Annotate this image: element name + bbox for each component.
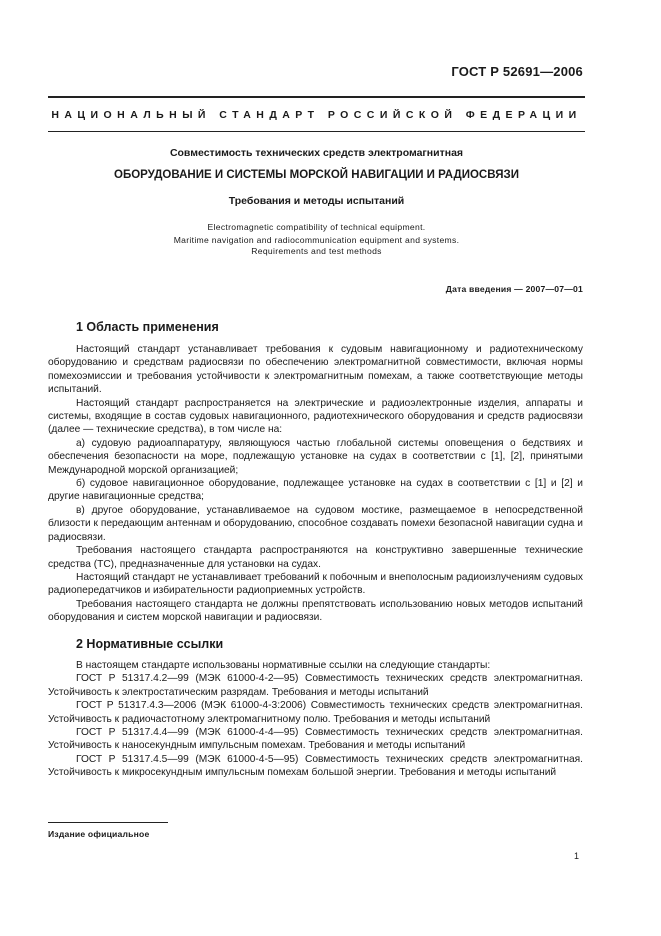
edition-label: Издание официальное	[48, 829, 150, 839]
national-standard-banner: НАЦИОНАЛЬНЫЙ СТАНДАРТ РОССИЙСКОЙ ФЕДЕРАЦИИ	[51, 109, 582, 121]
paragraph: в) другое оборудование, устанавливаемое на судовом мостике, размещаемое в непосредственной близости к передающим антеннам и оборудованию, способное создавать помехи безопасной навигации судна и радиосвязи.	[48, 504, 583, 543]
paragraph: а) судовую радиоаппаратуру, являющуюся частью глобальной системы оповещения о бедствиях и обеспечения безопасности на море, подлежащую установке на судах в соответствии с [1], [2], принятыми Международной морской организацией;	[48, 437, 583, 476]
english-title-line-3: Requirements and test methods	[251, 246, 382, 256]
title-line-1: Совместимость технических средств электромагнитная	[169, 147, 464, 159]
footer-rule	[48, 822, 168, 823]
title-line-3: Требования и методы испытаний	[228, 195, 405, 207]
paragraph: Настоящий стандарт устанавливает требования к судовым навигационному и радиотехническому оборудованию и средствам радиосвязи по обеспечению электромагнитной совместимости, включая нормы помехоэмиссии и требования устойчивости к электромагнитным помехам, а также соответствующие методы испытаний.	[48, 344, 583, 396]
section-2-body	[48, 659, 583, 780]
english-title-line-1: Electromagnetic compatibility of technical equipment.	[207, 222, 426, 232]
introduction-date: Дата введения — 2007—07—01	[445, 284, 583, 294]
section-1-heading: 1 Область применения	[76, 320, 219, 334]
document-code: ГОСТ Р 52691—2006	[451, 64, 583, 79]
page-number: 1	[573, 851, 579, 861]
paragraph: Требования настоящего стандарта распространяются на конструктивно завершенные технические средства (ТС), предназначенные для установки на судах.	[48, 545, 583, 570]
title-line-2: ОБОРУДОВАНИЕ И СИСТЕМЫ МОРСКОЙ НАВИГАЦИИ И РАДИОСВЯЗИ	[114, 169, 519, 181]
section-2-heading: 2 Нормативные ссылки	[76, 637, 224, 651]
reference-item: ГОСТ Р 51317.4.2—99 (МЭК 61000-4-2—95) Совместимость технических средств электромагнитная. Устойчивость к электростатическим разрядам. Требования и методы испытаний	[48, 673, 583, 698]
reference-item: ГОСТ Р 51317.4.3—2006 (МЭК 61000-4-3:2006) Совместимость технических средств электромагнитная. Устойчивость к радиочастотному электромагнитному полю. Требования и методы испытаний	[48, 700, 583, 725]
paragraph: В настоящем стандарте использованы нормативные ссылки на следующие стандарты:	[76, 660, 491, 671]
paragraph: Требования настоящего стандарта не должны препятствовать использованию новых методов испытаний оборудования и систем морской навигации и радиосвязи.	[48, 598, 583, 624]
paragraph: б) судовое навигационное оборудование, подлежащее установке на судах в соответствии с [1] и [2] и другие навигационные средства;	[48, 478, 583, 503]
reference-item: ГОСТ Р 51317.4.4—99 (МЭК 61000-4-4—95) Совместимость технических средств электромагнитная. Устойчивость к наносекундным импульсным помехам. Требования и методы испытаний	[48, 727, 583, 752]
reference-item: ГОСТ Р 51317.4.5—99 (МЭК 61000-4-5—95) Совместимость технических средств электромагнитная. Устойчивость к микросекундным импульсным помехам большой энергии. Требования и методы испытаний	[48, 753, 583, 779]
header-rule-bottom	[48, 131, 585, 132]
english-title-line-2: Maritime navigation and radiocommunication equipment and systems.	[173, 235, 460, 245]
section-1-body	[48, 343, 583, 625]
paragraph: Настоящий стандарт не устанавливает требований к побочным и внеполосным радиоизлучениям судовых радиопередатчиков и избирательности радиоприемных устройств.	[48, 571, 583, 597]
header-rule-top	[48, 96, 585, 98]
paragraph: Настоящий стандарт распространяется на электрические и радиоэлектронные изделия, аппараты и системы, входящие в состав судовых навигационного, радиотехнического оборудования и средств радиосвязи (далее — технические средства), в том числе на:	[48, 397, 583, 436]
